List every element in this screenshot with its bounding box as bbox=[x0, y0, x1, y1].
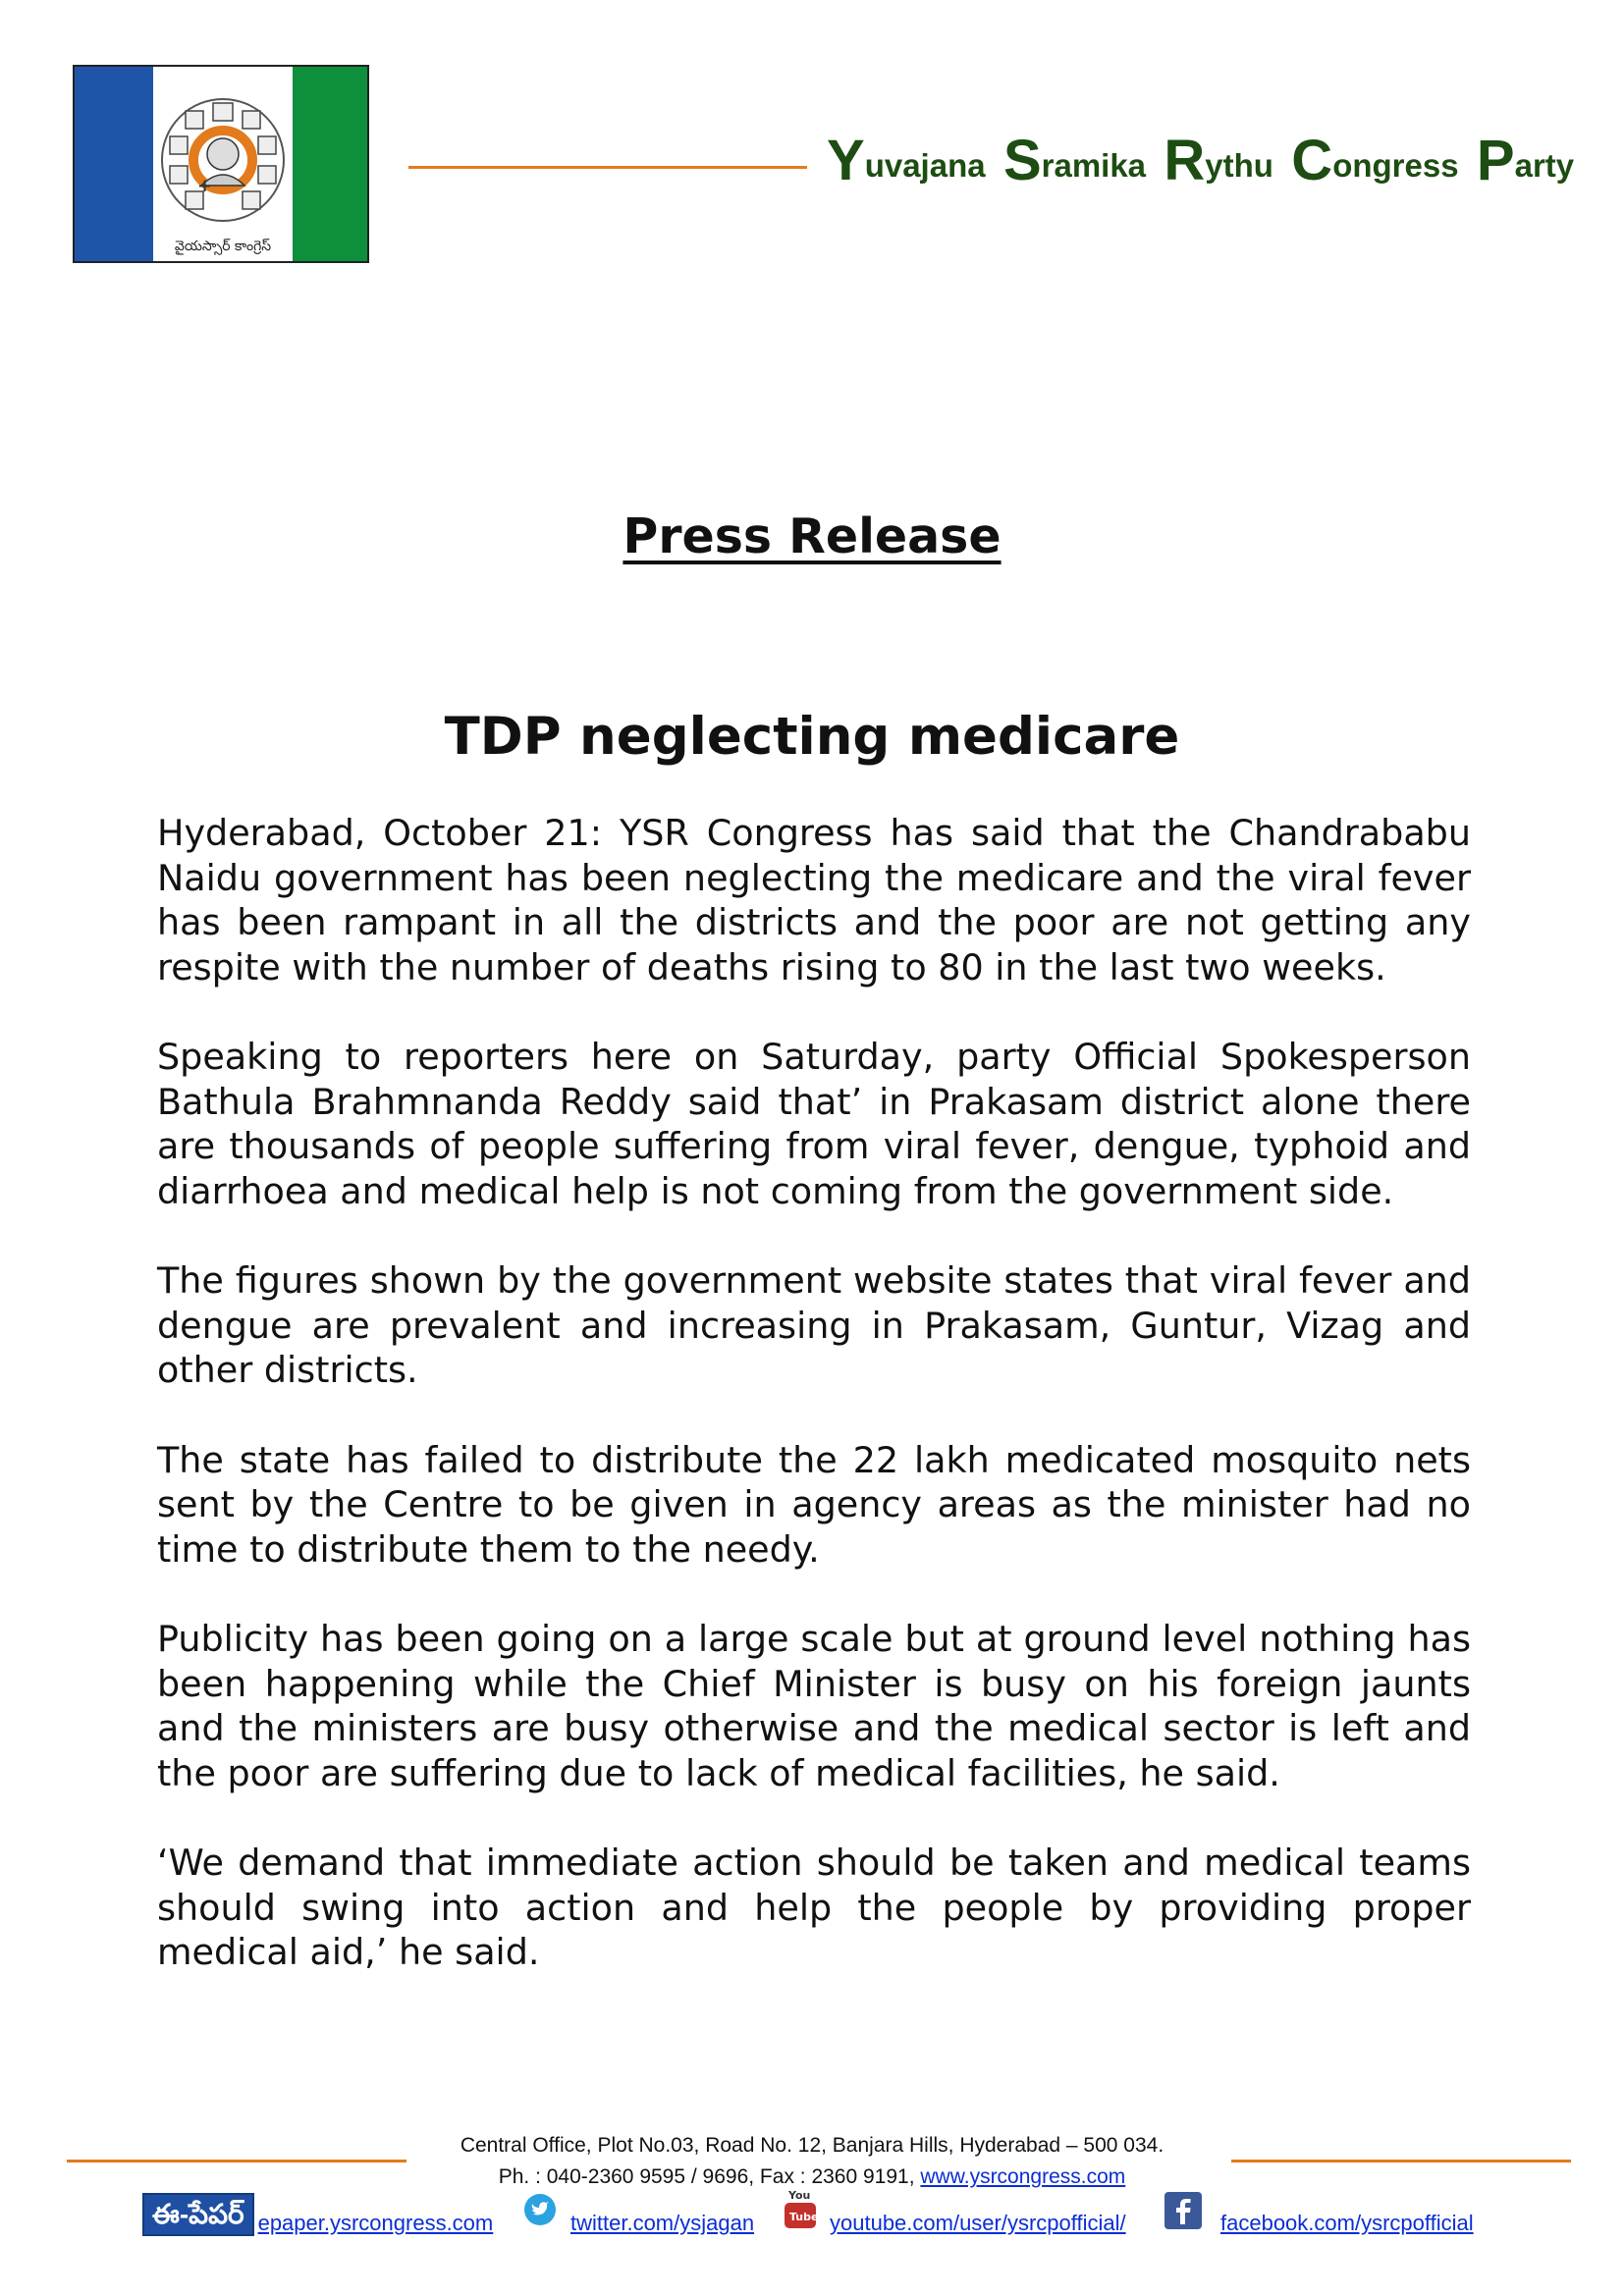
youtube-item bbox=[783, 2187, 1126, 2236]
flag-caption: వైయస్సార్ కాంగ్రెస్ bbox=[174, 239, 272, 254]
svg-text:+: + bbox=[197, 176, 213, 197]
footer-links bbox=[142, 2187, 1507, 2236]
epaper-item bbox=[142, 2193, 493, 2236]
party-word: Party bbox=[1476, 129, 1575, 192]
party-word: Yuvajana bbox=[827, 129, 986, 192]
twitter-link[interactable]: twitter.com/ysjagan bbox=[570, 2211, 755, 2235]
article-body bbox=[157, 811, 1471, 2020]
footer-address: Central Office, Plot No.03, Road No. 12, Banjara Hills, Hyderabad – 500 034. bbox=[460, 2134, 1164, 2157]
flag-green-band bbox=[293, 67, 367, 261]
twitter-icon[interactable] bbox=[523, 2193, 557, 2226]
website-link[interactable]: www.ysrcongress.com bbox=[920, 2165, 1126, 2188]
paragraph: ‘We demand that immediate action should be taken and medical teams should swing into action and help the people by providing proper medical aid,’ he said. bbox=[157, 1842, 1471, 1973]
paragraph: Speaking to reporters here on Saturday, party Official Spokesperson Bathula Brahmnanda Reddy said that’ in Prakasam district alone there are thousands of people suffering from viral fever, dengue, typhoid and diarrhoea and medical help is not coming from the government side. bbox=[157, 1036, 1471, 1212]
flag-white-band bbox=[153, 67, 293, 261]
party-word: Rythu bbox=[1164, 129, 1273, 192]
svg-text:You: You bbox=[788, 2189, 811, 2202]
party-name bbox=[827, 128, 1574, 193]
facebook-item bbox=[1164, 2191, 1474, 2236]
svg-text:Tube: Tube bbox=[789, 2211, 818, 2223]
header-rule bbox=[408, 166, 807, 169]
facebook-icon[interactable] bbox=[1164, 2191, 1203, 2230]
paragraph: Hyderabad, October 21: YSR Congress has said that the Chandrababu Naidu government has been neglecting the medicare and the viral fever has been rampant in all the districts and the poor are not getting any respite with the number of deaths rising to 80 in the last two weeks. bbox=[157, 812, 1471, 988]
youtube-icon[interactable] bbox=[783, 2187, 818, 2232]
youtube-link[interactable]: youtube.com/user/ysrcpofficial/ bbox=[830, 2211, 1126, 2235]
party-flag-logo bbox=[73, 65, 369, 263]
party-emblem-icon bbox=[158, 95, 288, 225]
paragraph: Publicity has been going on a large scale but at ground level nothing has been happening while the Chief Minister is busy on his foreign jaunts and the ministers are busy otherwise and the medical sector is left and the poor are suffering due to lack of medical facilities, he said. bbox=[157, 1618, 1471, 1794]
twitter-item bbox=[523, 2193, 754, 2236]
epaper-badge[interactable]: ఈ-పేపర్ bbox=[142, 2193, 254, 2236]
flag-blue-band bbox=[75, 67, 153, 261]
epaper-link[interactable]: epaper.ysrcongress.com bbox=[257, 2211, 494, 2235]
party-word: Congress bbox=[1291, 129, 1459, 192]
party-word: Sramika bbox=[1002, 129, 1147, 192]
paragraph: The figures shown by the government website states that viral fever and dengue are prevalent and increasing in Prakasam, Guntur, Vizag and other districts. bbox=[157, 1259, 1471, 1391]
paragraph: The state has failed to distribute the 22 lakh medicated mosquito nets sent by the Centre to be given in agency areas as the minister had no time to distribute them to the needy. bbox=[157, 1438, 1471, 1571]
headline: TDP neglecting medicare bbox=[444, 707, 1180, 767]
facebook-link[interactable]: facebook.com/ysrcpofficial bbox=[1220, 2211, 1474, 2235]
footer-address-block bbox=[0, 2130, 1624, 2193]
press-release-title: Press Release bbox=[623, 508, 1001, 564]
footer-phone: Ph. : 040-2360 9595 / 9696, Fax : 2360 9191, bbox=[498, 2165, 921, 2188]
